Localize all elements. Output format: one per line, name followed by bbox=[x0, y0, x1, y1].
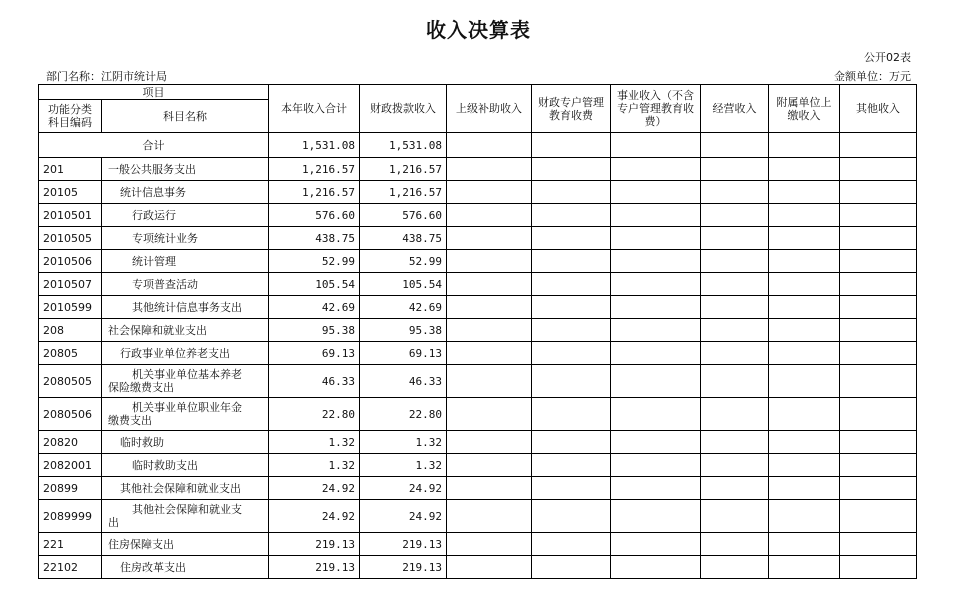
empty-cell bbox=[447, 273, 532, 296]
row-fiscal-appropriation: 95.38 bbox=[360, 319, 447, 342]
row-name: 行政运行 bbox=[102, 204, 269, 227]
empty-cell bbox=[701, 477, 769, 500]
row-total-income: 105.54 bbox=[269, 273, 360, 296]
row-total-income: 24.92 bbox=[269, 477, 360, 500]
empty-cell bbox=[611, 500, 701, 533]
row-code: 2080506 bbox=[39, 398, 102, 431]
header-business-income: 事业收入（不含专户管理教育收费） bbox=[611, 85, 701, 133]
row-code: 2010506 bbox=[39, 250, 102, 273]
empty-cell bbox=[447, 250, 532, 273]
empty-cell bbox=[840, 342, 917, 365]
empty-cell bbox=[769, 250, 840, 273]
empty-cell bbox=[701, 398, 769, 431]
empty-cell bbox=[769, 454, 840, 477]
row-fiscal-appropriation: 576.60 bbox=[360, 204, 447, 227]
row-name: 其他统计信息事务支出 bbox=[102, 296, 269, 319]
empty-cell bbox=[447, 431, 532, 454]
row-name-line1: 机关事业单位基本养老 bbox=[132, 368, 242, 381]
table-row bbox=[39, 556, 917, 579]
empty-cell bbox=[532, 342, 611, 365]
empty-cell bbox=[769, 158, 840, 181]
row-name bbox=[102, 398, 269, 431]
empty-cell bbox=[769, 296, 840, 319]
empty-cell bbox=[701, 227, 769, 250]
row-name-line2: 出 bbox=[108, 516, 119, 529]
empty-cell bbox=[532, 319, 611, 342]
row-code: 2010505 bbox=[39, 227, 102, 250]
empty-cell bbox=[701, 342, 769, 365]
header-operating-income: 经营收入 bbox=[701, 85, 769, 133]
empty-cell bbox=[769, 273, 840, 296]
empty-cell bbox=[447, 477, 532, 500]
empty-cell bbox=[532, 158, 611, 181]
header-total-income: 本年收入合计 bbox=[269, 85, 360, 133]
empty-cell bbox=[611, 477, 701, 500]
empty-cell bbox=[611, 227, 701, 250]
empty-cell bbox=[840, 133, 917, 158]
empty-cell bbox=[840, 227, 917, 250]
row-code: 22102 bbox=[39, 556, 102, 579]
row-total-income: 1.32 bbox=[269, 454, 360, 477]
empty-cell bbox=[701, 533, 769, 556]
empty-cell bbox=[769, 204, 840, 227]
empty-cell bbox=[701, 250, 769, 273]
row-code: 201 bbox=[39, 158, 102, 181]
header-affiliated-income: 附属单位上缴收入 bbox=[769, 85, 840, 133]
empty-cell bbox=[840, 477, 917, 500]
row-fiscal-appropriation: 219.13 bbox=[360, 533, 447, 556]
header-fiscal-education: 财政专户管理教育收费 bbox=[532, 85, 611, 133]
row-total-income: 69.13 bbox=[269, 342, 360, 365]
header-name: 科目名称 bbox=[102, 100, 269, 133]
empty-cell bbox=[701, 431, 769, 454]
row-code: 2080505 bbox=[39, 365, 102, 398]
row-code: 20820 bbox=[39, 431, 102, 454]
row-fiscal-appropriation: 438.75 bbox=[360, 227, 447, 250]
row-fiscal-appropriation: 46.33 bbox=[360, 365, 447, 398]
empty-cell bbox=[701, 319, 769, 342]
row-name: 专项普查活动 bbox=[102, 273, 269, 296]
empty-cell bbox=[447, 556, 532, 579]
empty-cell bbox=[532, 227, 611, 250]
empty-cell bbox=[611, 398, 701, 431]
row-total-income: 438.75 bbox=[269, 227, 360, 250]
empty-cell bbox=[611, 273, 701, 296]
empty-cell bbox=[840, 556, 917, 579]
empty-cell bbox=[447, 133, 532, 158]
empty-cell bbox=[611, 204, 701, 227]
row-name: 临时救助支出 bbox=[102, 454, 269, 477]
empty-cell bbox=[840, 431, 917, 454]
empty-cell bbox=[611, 133, 701, 158]
empty-cell bbox=[840, 204, 917, 227]
empty-cell bbox=[769, 319, 840, 342]
empty-cell bbox=[611, 365, 701, 398]
empty-cell bbox=[701, 365, 769, 398]
row-name-line1: 机关事业单位职业年金 bbox=[132, 401, 242, 414]
empty-cell bbox=[532, 273, 611, 296]
table-row bbox=[39, 158, 917, 181]
table-row bbox=[39, 398, 917, 431]
row-fiscal-appropriation: 1.32 bbox=[360, 454, 447, 477]
empty-cell bbox=[447, 227, 532, 250]
empty-cell bbox=[447, 398, 532, 431]
row-total-income: 1,216.57 bbox=[269, 158, 360, 181]
row-fiscal-appropriation: 1,216.57 bbox=[360, 158, 447, 181]
empty-cell bbox=[611, 158, 701, 181]
empty-cell bbox=[769, 398, 840, 431]
row-name: 住房改革支出 bbox=[102, 556, 269, 579]
empty-cell bbox=[447, 365, 532, 398]
row-name-line2: 保险缴费支出 bbox=[108, 381, 174, 394]
row-code: 2089999 bbox=[39, 500, 102, 533]
empty-cell bbox=[840, 319, 917, 342]
empty-cell bbox=[447, 204, 532, 227]
row-total-income: 52.99 bbox=[269, 250, 360, 273]
amount-unit: 金额单位：万元 bbox=[834, 70, 911, 83]
empty-cell bbox=[769, 533, 840, 556]
table-row bbox=[39, 181, 917, 204]
row-fiscal-appropriation: 1.32 bbox=[360, 431, 447, 454]
total-income-cell: 1,531.08 bbox=[269, 133, 360, 158]
empty-cell bbox=[447, 319, 532, 342]
row-name-line1: 其他社会保障和就业支 bbox=[132, 503, 242, 516]
page-title: 收入决算表 bbox=[426, 18, 531, 42]
empty-cell bbox=[840, 500, 917, 533]
empty-cell bbox=[611, 181, 701, 204]
table-row bbox=[39, 500, 917, 533]
empty-cell bbox=[840, 398, 917, 431]
header-other-income: 其他收入 bbox=[840, 85, 917, 133]
row-code: 2010507 bbox=[39, 273, 102, 296]
empty-cell bbox=[532, 533, 611, 556]
row-name: 一般公共服务支出 bbox=[102, 158, 269, 181]
empty-cell bbox=[611, 533, 701, 556]
empty-cell bbox=[701, 133, 769, 158]
empty-cell bbox=[769, 342, 840, 365]
table-row bbox=[39, 454, 917, 477]
empty-cell bbox=[532, 556, 611, 579]
row-code: 20899 bbox=[39, 477, 102, 500]
empty-cell bbox=[447, 342, 532, 365]
total-fiscal-cell: 1,531.08 bbox=[360, 133, 447, 158]
empty-cell bbox=[701, 454, 769, 477]
empty-cell bbox=[447, 181, 532, 204]
row-total-income: 46.33 bbox=[269, 365, 360, 398]
table-row bbox=[39, 296, 917, 319]
empty-cell bbox=[532, 431, 611, 454]
empty-cell bbox=[532, 365, 611, 398]
empty-cell bbox=[611, 556, 701, 579]
form-number: 公开02表 bbox=[864, 51, 911, 64]
empty-cell bbox=[840, 158, 917, 181]
row-name bbox=[102, 500, 269, 533]
empty-cell bbox=[769, 133, 840, 158]
empty-cell bbox=[532, 477, 611, 500]
income-table bbox=[38, 84, 917, 579]
table-row bbox=[39, 365, 917, 398]
header-fiscal-appropriation: 财政拨款收入 bbox=[360, 85, 447, 133]
row-fiscal-appropriation: 42.69 bbox=[360, 296, 447, 319]
empty-cell bbox=[611, 319, 701, 342]
empty-cell bbox=[532, 296, 611, 319]
empty-cell bbox=[611, 296, 701, 319]
row-fiscal-appropriation: 219.13 bbox=[360, 556, 447, 579]
row-name bbox=[102, 365, 269, 398]
row-code: 2010599 bbox=[39, 296, 102, 319]
row-fiscal-appropriation: 1,216.57 bbox=[360, 181, 447, 204]
header-item: 项目 bbox=[39, 85, 269, 100]
row-name: 其他社会保障和就业支出 bbox=[102, 477, 269, 500]
empty-cell bbox=[532, 133, 611, 158]
empty-cell bbox=[447, 454, 532, 477]
table-row bbox=[39, 477, 917, 500]
row-code: 20105 bbox=[39, 181, 102, 204]
empty-cell bbox=[611, 431, 701, 454]
empty-cell bbox=[840, 454, 917, 477]
empty-cell bbox=[769, 500, 840, 533]
row-name: 社会保障和就业支出 bbox=[102, 319, 269, 342]
total-row bbox=[39, 133, 917, 158]
empty-cell bbox=[447, 500, 532, 533]
empty-cell bbox=[840, 250, 917, 273]
row-total-income: 576.60 bbox=[269, 204, 360, 227]
table-row bbox=[39, 342, 917, 365]
table-row bbox=[39, 319, 917, 342]
empty-cell bbox=[611, 250, 701, 273]
empty-cell bbox=[840, 365, 917, 398]
row-total-income: 219.13 bbox=[269, 533, 360, 556]
table-row bbox=[39, 533, 917, 556]
total-label: 合计 bbox=[39, 133, 269, 158]
row-code: 208 bbox=[39, 319, 102, 342]
row-code: 20805 bbox=[39, 342, 102, 365]
header-code: 功能分类科目编码 bbox=[39, 100, 102, 133]
empty-cell bbox=[840, 533, 917, 556]
empty-cell bbox=[769, 431, 840, 454]
row-name: 临时救助 bbox=[102, 431, 269, 454]
row-name: 专项统计业务 bbox=[102, 227, 269, 250]
table-row bbox=[39, 227, 917, 250]
row-name-line2: 缴费支出 bbox=[108, 414, 152, 427]
row-fiscal-appropriation: 24.92 bbox=[360, 477, 447, 500]
row-total-income: 1.32 bbox=[269, 431, 360, 454]
empty-cell bbox=[701, 181, 769, 204]
empty-cell bbox=[701, 273, 769, 296]
empty-cell bbox=[532, 500, 611, 533]
header-superior-subsidy: 上级补助收入 bbox=[447, 85, 532, 133]
row-total-income: 95.38 bbox=[269, 319, 360, 342]
row-fiscal-appropriation: 105.54 bbox=[360, 273, 447, 296]
empty-cell bbox=[701, 158, 769, 181]
empty-cell bbox=[769, 227, 840, 250]
row-name: 行政事业单位养老支出 bbox=[102, 342, 269, 365]
empty-cell bbox=[611, 454, 701, 477]
empty-cell bbox=[701, 296, 769, 319]
row-code: 2010501 bbox=[39, 204, 102, 227]
empty-cell bbox=[769, 477, 840, 500]
table-row bbox=[39, 204, 917, 227]
row-fiscal-appropriation: 22.80 bbox=[360, 398, 447, 431]
empty-cell bbox=[840, 296, 917, 319]
empty-cell bbox=[447, 296, 532, 319]
row-fiscal-appropriation: 69.13 bbox=[360, 342, 447, 365]
empty-cell bbox=[611, 342, 701, 365]
empty-cell bbox=[769, 181, 840, 204]
empty-cell bbox=[840, 181, 917, 204]
row-code: 221 bbox=[39, 533, 102, 556]
empty-cell bbox=[701, 556, 769, 579]
row-fiscal-appropriation: 52.99 bbox=[360, 250, 447, 273]
empty-cell bbox=[769, 365, 840, 398]
empty-cell bbox=[532, 181, 611, 204]
row-fiscal-appropriation: 24.92 bbox=[360, 500, 447, 533]
row-total-income: 1,216.57 bbox=[269, 181, 360, 204]
empty-cell bbox=[532, 454, 611, 477]
table-row bbox=[39, 273, 917, 296]
row-name: 统计管理 bbox=[102, 250, 269, 273]
empty-cell bbox=[532, 398, 611, 431]
row-total-income: 22.80 bbox=[269, 398, 360, 431]
row-total-income: 42.69 bbox=[269, 296, 360, 319]
empty-cell bbox=[447, 158, 532, 181]
empty-cell bbox=[840, 273, 917, 296]
row-total-income: 219.13 bbox=[269, 556, 360, 579]
table-row bbox=[39, 431, 917, 454]
empty-cell bbox=[769, 556, 840, 579]
empty-cell bbox=[701, 500, 769, 533]
department-name: 部门名称：江阴市统计局 bbox=[46, 70, 167, 83]
empty-cell bbox=[532, 250, 611, 273]
row-total-income: 24.92 bbox=[269, 500, 360, 533]
table-row bbox=[39, 250, 917, 273]
row-name: 住房保障支出 bbox=[102, 533, 269, 556]
empty-cell bbox=[701, 204, 769, 227]
empty-cell bbox=[447, 533, 532, 556]
empty-cell bbox=[532, 204, 611, 227]
row-code: 2082001 bbox=[39, 454, 102, 477]
row-name: 统计信息事务 bbox=[102, 181, 269, 204]
